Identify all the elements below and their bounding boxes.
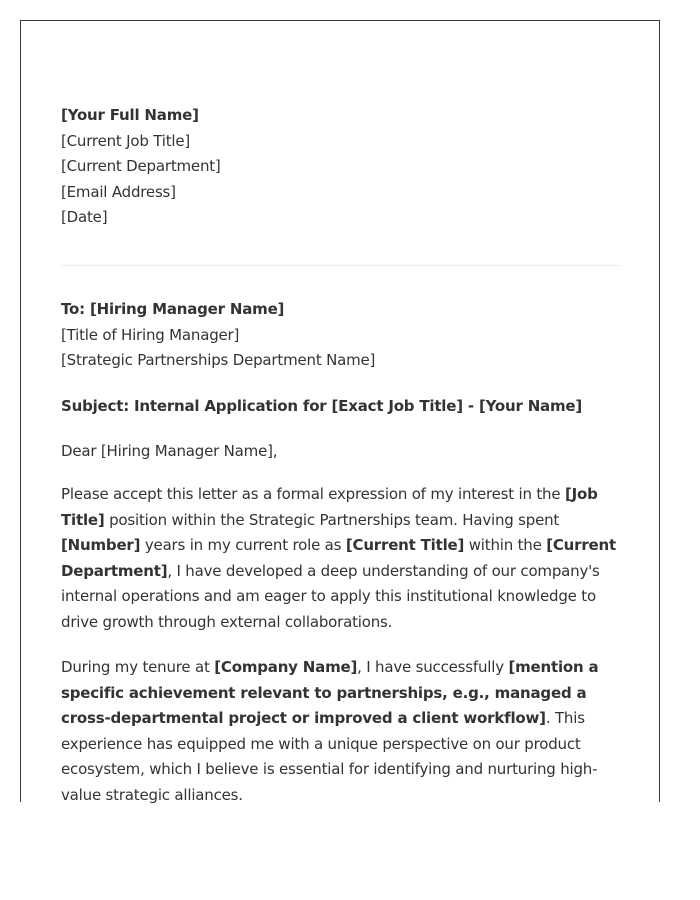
sender-block: [61, 103, 221, 231]
sender-date: [Date]: [61, 208, 108, 226]
sender-job-title: [Current Job Title]: [61, 131, 191, 150]
p1-text-1: Please accept this letter as a formal expression of my interest in the: [61, 485, 565, 503]
p2-bold-achievement: [mention a specific achievement relevant to partnerships, e.g., managed a cross-departmental project or improved a client workflow]: [61, 658, 599, 727]
body-paragraph-2: [61, 655, 623, 808]
sender-full-name: [Your Full Name]: [61, 106, 199, 124]
subject-line: Subject: Internal Application for [Exact Job Title] - [Your Name]: [61, 397, 583, 415]
p1-text-2: position within the Strategic Partnerships team. Having spent: [104, 510, 560, 529]
recipient-title: [Title of Hiring Manager]: [61, 325, 240, 344]
p1-text-4: within the: [464, 536, 547, 554]
recipient-department: [Strategic Partnerships Department Name]: [61, 351, 376, 369]
sender-department: [Current Department]: [61, 157, 221, 175]
body-paragraph-1: [61, 482, 623, 635]
greeting: Dear [Hiring Manager Name],: [61, 442, 278, 460]
p1-bold-current-department: [Current Department]: [61, 536, 616, 580]
p1-text-3: years in my current role as: [140, 536, 346, 554]
letter-page: [20, 20, 660, 802]
p1-bold-current-title: [Current Title]: [345, 536, 465, 554]
p2-text-2: , I have successfully: [357, 658, 509, 676]
recipient-block: [61, 297, 375, 374]
recipient-to-line: To: [Hiring Manager Name]: [61, 300, 285, 318]
p1-bold-job-title: [Job Title]: [61, 485, 598, 529]
p2-bold-company-name: [Company Name]: [214, 658, 358, 676]
p2-text-1: During my tenure at: [61, 658, 215, 676]
p1-text-5: , I have developed a deep understanding of our company's internal operations and am eager to apply this institutional knowledge to drive growth through external collaborations.: [61, 561, 600, 631]
sender-email: [Email Address]: [61, 182, 176, 201]
divider: [61, 265, 621, 266]
p2-text-3: . This experience has equipped me with a unique perspective on our product ecosystem, which I believe is essential for identifying and nurturing high-value strategic alliances.: [61, 709, 598, 804]
p1-bold-number: [Number]: [61, 536, 141, 554]
